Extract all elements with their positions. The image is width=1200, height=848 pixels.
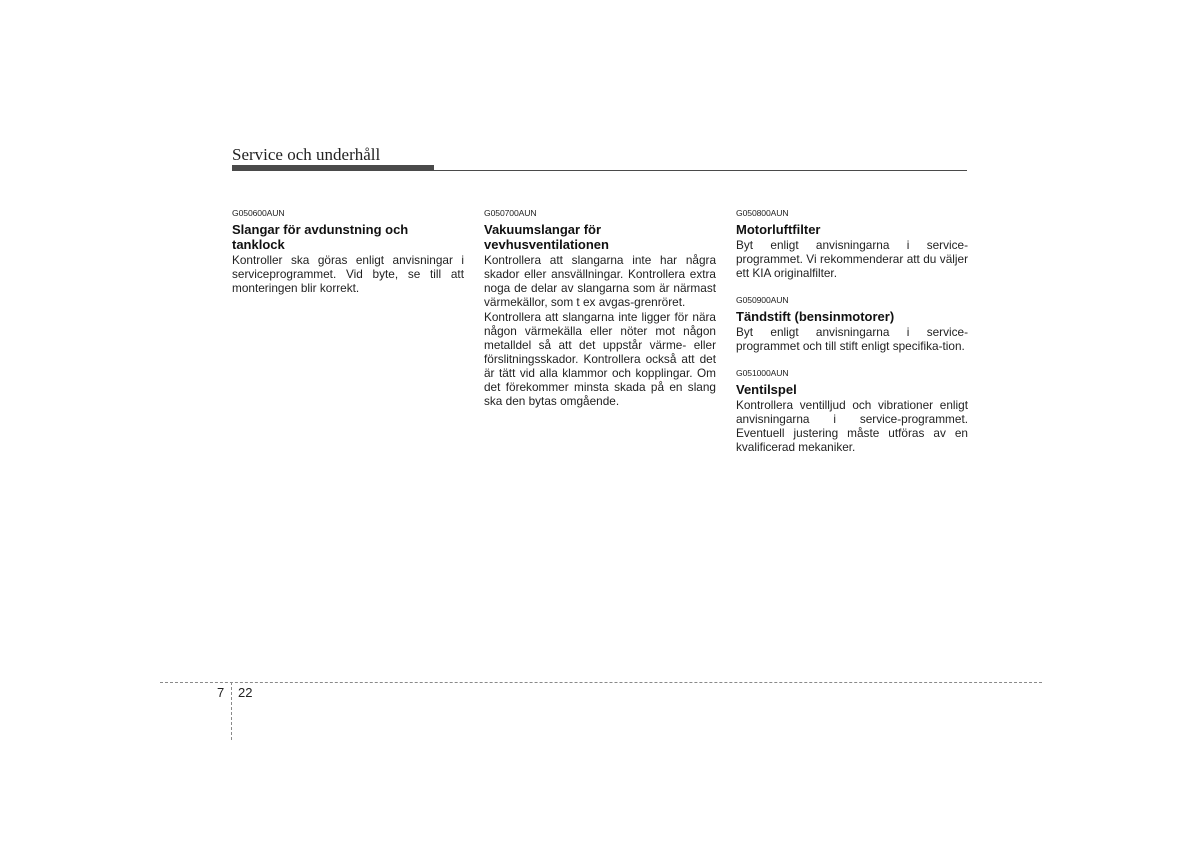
section-code: G050700AUN <box>484 208 537 218</box>
section-air-filter <box>736 207 968 280</box>
section-body-continued: Kontrollera att slangarna inte ligger för nära någon värmekälla eller nöter mot någon metalldel så att det uppstår värme- eller förslitningsskador. Kontrollera också att det är tätt vid alla klammor och kopplingar. Om det förekommer minsta skada på en slang ska den bytas omgående. <box>484 310 716 408</box>
section-code: G050800AUN <box>736 208 789 218</box>
section-code: G050600AUN <box>232 208 285 218</box>
section-body: Kontrollera att slangarna inte har några skador eller ansvällningar. Kontrollera extra noga de delar av slangarna som är närmast värmekällor, som t ex avgas-grenröret. <box>484 253 716 309</box>
section-body: Byt enligt anvisningarna i service-programmet och till stift enligt specifika-tion. <box>736 325 968 353</box>
section-valve-clearance <box>736 367 968 454</box>
page-title: Service och underhåll <box>232 145 381 164</box>
section-code: G051000AUN <box>736 368 789 378</box>
section-code: G050900AUN <box>736 295 789 305</box>
section-spark-plugs <box>736 294 968 353</box>
column-1 <box>232 207 464 309</box>
section-heading: Vakuumslangar för vevhusventilationen <box>484 222 609 252</box>
section-body: Kontroller ska göras enligt anvisningar i serviceprogrammet. Vid byte, se till att monteringen blir korrekt. <box>232 253 464 295</box>
header-rule-thin <box>232 170 967 171</box>
section-vacuum-hoses <box>484 207 716 408</box>
section-heading: Ventilspel <box>736 382 797 397</box>
section-body: Kontrollera ventilljud och vibrationer enligt anvisningarna i service-programmet. Eventuell justering måste utföras av en kvalificerad mekaniker. <box>736 398 968 454</box>
column-3 <box>736 207 968 468</box>
section-heading: Motorluftfilter <box>736 222 821 237</box>
section-body: Byt enligt anvisningarna i service-programmet. Vi rekommenderar att du väljer ett KIA originalfilter. <box>736 238 968 280</box>
footer-divider <box>231 682 232 740</box>
section-heading: Tändstift (bensinmotorer) <box>736 309 895 324</box>
section-heading: Slangar för avdunstning och tanklock <box>232 222 409 252</box>
page-number: 22 <box>238 685 253 700</box>
column-2 <box>484 207 716 422</box>
chapter-number: 7 <box>217 685 225 700</box>
footer-rule <box>160 682 1042 683</box>
section-evap-hoses <box>232 207 464 295</box>
